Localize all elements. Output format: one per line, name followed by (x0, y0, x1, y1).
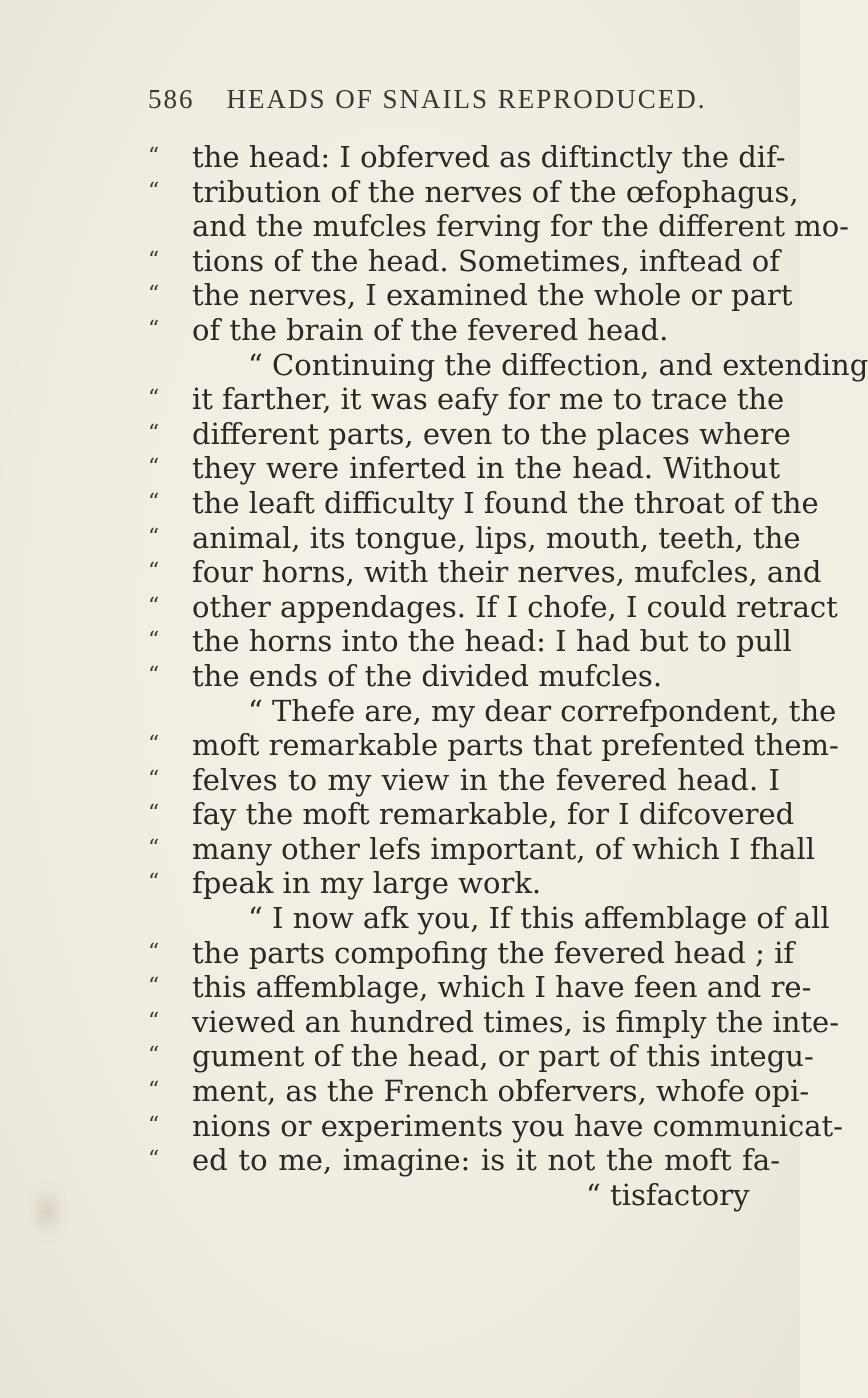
line-text: the head: I obferved as diftinctly the dif- (192, 140, 786, 174)
line-text: different parts, even to the places where (192, 416, 791, 451)
quotation-mark: “ (148, 801, 160, 827)
text-line (0, 763, 800, 798)
line-text: many other lefs important, of which I fhall (192, 831, 815, 866)
quotation-mark: “ (148, 835, 160, 861)
quotation-mark: “ (148, 247, 160, 273)
text-line (0, 624, 800, 659)
quotation-mark: “ (148, 939, 160, 965)
line-text: nions or experiments you have communicat- (192, 1108, 843, 1143)
text-line (0, 244, 800, 279)
quotation-mark: “ (148, 662, 160, 688)
line-text: tribution of the nerves of the œfophagus, (192, 174, 799, 209)
text-line (0, 831, 815, 867)
quotation-mark: “ (148, 144, 160, 169)
line-text: tions of the head. Sometimes, inftead of (192, 243, 780, 278)
line-text: ed to me, imagine: is it not the moft fa- (192, 1143, 780, 1178)
quotation-mark: “ (148, 386, 160, 412)
quotation-mark: “ (148, 178, 160, 204)
line-text: four horns, with their nerves, mufcles, and (192, 555, 822, 590)
line-text: “ Continuing the diffection, and extending (248, 347, 868, 382)
line-text: the nerves, I examined the whole or part (192, 278, 793, 313)
text-line (0, 936, 800, 971)
text-line (0, 1039, 814, 1074)
line-text: fpeak in my large work. (192, 866, 542, 901)
quotation-mark: “ (148, 628, 160, 654)
quotation-mark: “ (148, 766, 160, 792)
text-line (0, 1178, 800, 1213)
text-line (0, 728, 839, 763)
line-text: “ Thefe are, my dear correfpondent, the (248, 693, 837, 728)
line-text: ment, as the French obfervers, whofe opi- (192, 1074, 810, 1109)
line-text: animal, its tongue, lips, mouth, teeth, the (192, 520, 801, 555)
text-line (0, 451, 800, 486)
line-text: of the brain of the fevered head. (192, 312, 669, 347)
text-line (0, 521, 800, 556)
line-text: the horns into the head: I had but to pull (192, 624, 792, 659)
line-text: “ I now afk you, If this affemblage of all (248, 901, 830, 936)
line-text: “ tisfactory (586, 1177, 750, 1212)
line-text: the leaft difficulty I found the throat of the (192, 485, 819, 520)
line-text: viewed an hundred times, is fimply the inte- (192, 1004, 840, 1039)
line-text: and the mufcles ferving for the different mo- (192, 209, 849, 244)
quotation-mark: “ (148, 1043, 160, 1069)
text-line (0, 382, 800, 417)
text-line (0, 797, 800, 832)
text-line (0, 175, 800, 210)
text-line (0, 555, 822, 590)
quotation-mark: “ (148, 489, 160, 515)
quotation-mark: “ (148, 870, 160, 896)
running-header (148, 84, 708, 115)
line-text: they were inferted in the head. Without (192, 451, 780, 486)
text-line (0, 1074, 810, 1109)
text-line (0, 347, 868, 383)
quotation-mark: “ (148, 559, 160, 585)
text-line (0, 1143, 800, 1178)
quotation-mark: “ (148, 593, 160, 619)
running-title: HEADS OF SNAILS REPRODUCED. (226, 84, 707, 114)
quotation-mark: “ (148, 455, 160, 481)
text-line (0, 278, 800, 313)
line-text: it farther, it was eafy for me to trace the (192, 382, 785, 417)
quotation-mark: “ (148, 316, 160, 342)
line-text: the parts compofing the fevered head ; if (192, 935, 795, 970)
line-text: other appendages. If I chofe, I could retract (192, 589, 838, 624)
body-text (0, 140, 868, 1212)
quotation-mark: “ (148, 974, 160, 1000)
text-line (0, 901, 830, 936)
quotation-mark: “ (148, 1078, 160, 1104)
line-text: fay the moft remarkable, for I difcovered (192, 797, 795, 832)
line-text: moft remarkable parts that prefented them- (192, 728, 839, 763)
text-line (0, 209, 849, 244)
quotation-mark: “ (148, 420, 160, 446)
text-line (0, 866, 800, 901)
text-line (0, 1108, 843, 1144)
text-line (0, 589, 838, 625)
text-line (0, 693, 837, 729)
quotation-mark: “ (148, 1112, 160, 1138)
text-line (0, 659, 800, 694)
quotation-mark: “ (148, 524, 160, 550)
page-number: 586 (148, 84, 195, 114)
quotation-mark: “ (148, 732, 160, 758)
quotation-mark: “ (148, 1147, 160, 1173)
text-line (0, 1004, 840, 1040)
line-text: gument of the head, or part of this integu- (192, 1039, 814, 1074)
text-line (0, 417, 800, 452)
line-text: the ends of the divided mufcles. (192, 658, 663, 693)
line-text: felves to my view in the fevered head. I (192, 762, 780, 797)
text-line (0, 313, 800, 348)
text-line (0, 140, 800, 175)
line-text: this affemblage, which I have feen and re- (192, 970, 812, 1005)
quotation-mark: “ (148, 1008, 160, 1034)
quotation-mark: “ (148, 282, 160, 308)
text-line (0, 970, 812, 1005)
text-line (0, 485, 819, 521)
